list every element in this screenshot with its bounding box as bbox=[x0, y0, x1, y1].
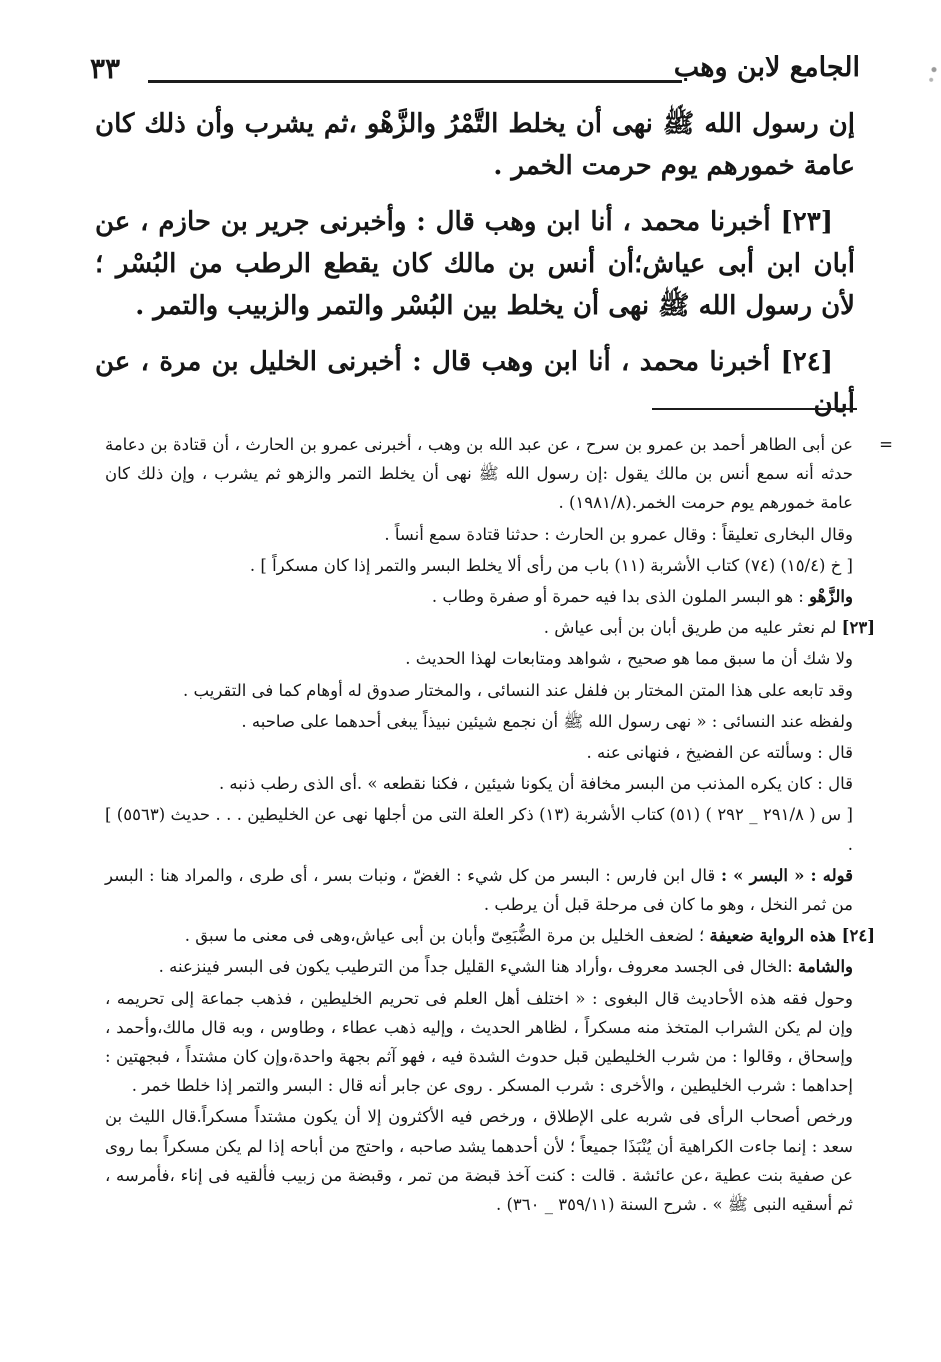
hadith-text: أخبرنا محمد ، أنا ابن وهب قال : وأخبرنى جرير بن حازم ، عن أبان ابن أبى عياش؛أن أنس بن مالك كان يقطع الرطب من البُسْر ؛ لأن رسول الله ﷺ نهى أن يخلط بين البُسْر والتمر والزبيب والتمر . bbox=[95, 207, 855, 321]
footnote-paragraph bbox=[105, 1102, 875, 1219]
footnote-text: ولا شك أن ما سبق مما هو صحيح ، شواهد ومتابعات لهذا الحديث . bbox=[405, 649, 853, 669]
main-text bbox=[95, 103, 855, 439]
hadith-24 bbox=[95, 341, 855, 425]
footnote-text: : هو البسر الملون الذى بدا فيه حمرة أو صفرة وطاب . bbox=[431, 587, 804, 607]
footnote-continuation bbox=[105, 430, 893, 518]
footnote-term: قوله : « البسر » : bbox=[720, 865, 854, 885]
footnote-term: والشامة bbox=[797, 957, 853, 977]
paragraph-text: إن رسول الله ﷺ نهى أن يخلط التَّمْرُ والزَّهْو ،ثم يشرب وأن ذلك كان عامة خمورهم يوم حرمت الخمر . bbox=[95, 109, 855, 181]
hadith-text: أخبرنا محمد ، أنا ابن وهب قال : أخبرنى الخليل بن مرة ، عن أبان bbox=[95, 347, 855, 419]
footnote-paragraph bbox=[105, 984, 875, 1101]
footnote-text: ورخص أصحاب الرأى فى شربه على الإطلاق ، ورخص فيه الأكثرون إلا أن يكون مشتداً مسكراً.قال الليث بن سعد : إنما جاءت الكراهية أن يُنْبَذَا جميعاً ؛ لأن أحدهما يشد صاحبه ، واحتج من أباحه إذا لم يكن مسكراً بما روى عن صفية بنت عطية ،عن عائشة . قالت : كنت آخذ قبضة من تمر ، وقبضة من زبيب فألقيه فى إناء ،فأمرسه ، ثم أسقيه النبى ﷺ » . شرح السنة (٣٥٩/١١ _ ٣٦٠) . bbox=[105, 1107, 853, 1215]
footnote-text: قال ابن فارس : البسر من كل شيء : الغضّ ، ونبات بسر ، أى طرى ، والمراد هنا : البسر من ثمر النخل ، وهو ما كان فى مرحلة قبل أن يرطب . bbox=[105, 865, 853, 915]
scan-speck bbox=[927, 56, 941, 90]
footnote-number: [٢٣] bbox=[841, 618, 875, 638]
main-paragraph bbox=[95, 103, 855, 187]
footnote-text: ولفظه عند النسائى : « نهى رسول الله ﷺ أن نجمع شيئين نبيذاً يبغى أحدهما على صاحبه . bbox=[241, 711, 853, 731]
footnote-line bbox=[105, 738, 875, 767]
footnote-text: وحول فقه هذه الأحاديث قال البغوى : « اختلف أهل العلم فى تحريم الخليطين ، فذهب جماعة إلى تحريمه ، وإن لم يكن الشراب المتخذ منه مسكراً ، لظاهر الحديث ، وإليه ذهب عطاء ، وطاوس ، وبه قال مالك،وأحمد ، وإسحاق ، وقالوا : من شرب الخليطين قبل حدوث الشدة فيه ، فهو آثم بجهة واحدة،وإن كان مشتداً ، فبجهتين : إحداهما : شرب الخليطين ، والأخرى : شرب المسكر . روى عن جابر أنه قال : البسر والتمر إذا خلطا خمر . bbox=[105, 988, 853, 1096]
hadith-number: [٢٣] bbox=[780, 207, 833, 237]
footnotes bbox=[105, 430, 893, 1221]
continuation-mark: = bbox=[879, 435, 893, 454]
footnote-24 bbox=[105, 921, 875, 950]
hadith-23 bbox=[95, 201, 855, 327]
footnote-text: ؛ لضعف الخليل بن مرة الضُّبَعِىّ وأبان بن أبى عياش،وهى فى معنى ما سبق . bbox=[184, 926, 705, 946]
header-title: الجامع لابن وهب bbox=[673, 52, 860, 83]
page-number: ٣٣ bbox=[90, 52, 121, 85]
footnote-definition bbox=[105, 861, 875, 919]
footnote-text: قال : كان يكره المذنب من البسر مخافة أن يكونا شيئين ، فكنا نقطعه » .أى الذى رطب ذنبه . bbox=[218, 774, 853, 794]
footnote-line bbox=[105, 644, 875, 673]
footnote-text: وقال البخارى تعليقاً : وقال عمرو بن الحارث : حدثنا قتادة سمع أنساً . bbox=[384, 524, 853, 544]
footnote-line bbox=[105, 676, 875, 705]
footnote-23 bbox=[105, 613, 875, 642]
footnote-line bbox=[105, 769, 875, 798]
footnote-citation bbox=[105, 551, 875, 580]
running-header bbox=[90, 52, 860, 100]
footnote-definition bbox=[105, 582, 875, 611]
footnote-line bbox=[105, 707, 875, 736]
footnote-text: :الخال فى الجسد معروف ،وأراد هنا الشيء القليل جداً من الترطيب يكون فى البسر فينزعنه . bbox=[158, 957, 793, 977]
footnote-text: لم نعثر عليه من طريق أبان بن أبى عياش . bbox=[543, 618, 837, 638]
footnote-term: والزَّهْو bbox=[809, 587, 853, 607]
footnote-number: [٢٤] هذه الرواية ضعيفة bbox=[709, 926, 875, 946]
footnote-line bbox=[105, 520, 875, 549]
footnote-text: عن أبى الطاهر أحمد بن عمرو بن سرح ، عن عبد الله بن وهب ، أخبرنى عمرو بن الحارث ، أن قتادة بن دعامة حدثه أنه سمع أنس بن مالك يقول :إن رسول الله ﷺ نهى أن يخلط التمر والزهو ثم يشرب ، وإن ذلك كان عامة خمورهم يوم حرمت الخمر.(١٩٨١/٨) . bbox=[105, 435, 853, 513]
footnote-citation bbox=[105, 800, 875, 858]
header-rule bbox=[148, 80, 682, 83]
footnote-text: وقد تابعه على هذا المتن المختار بن فلفل عند النسائى ، والمختار صدوق له أوهام كما فى التقريب . bbox=[183, 680, 853, 700]
footnote-text: [ س ( ٢٩١/٨ _ ٢٩٢ ) (٥١) كتاب الأشربة (١٣) ذكر العلة التى من أجلها نهى عن الخليطين . . . حديث (٥٥٦٣) ] . bbox=[105, 805, 853, 854]
footnote-text: قال : وسألته عن الفضيخ ، فنهانى عنه . bbox=[586, 743, 853, 763]
footnote-definition bbox=[105, 952, 875, 981]
hadith-number: [٢٤] bbox=[780, 347, 833, 377]
footnote-text: [ خ (١٥/٤) (٧٤) كتاب الأشربة (١١) باب من رأى ألا يخلط البسر والتمر إذا كان مسكراً ] . bbox=[249, 555, 853, 575]
footnote-divider bbox=[652, 408, 857, 410]
